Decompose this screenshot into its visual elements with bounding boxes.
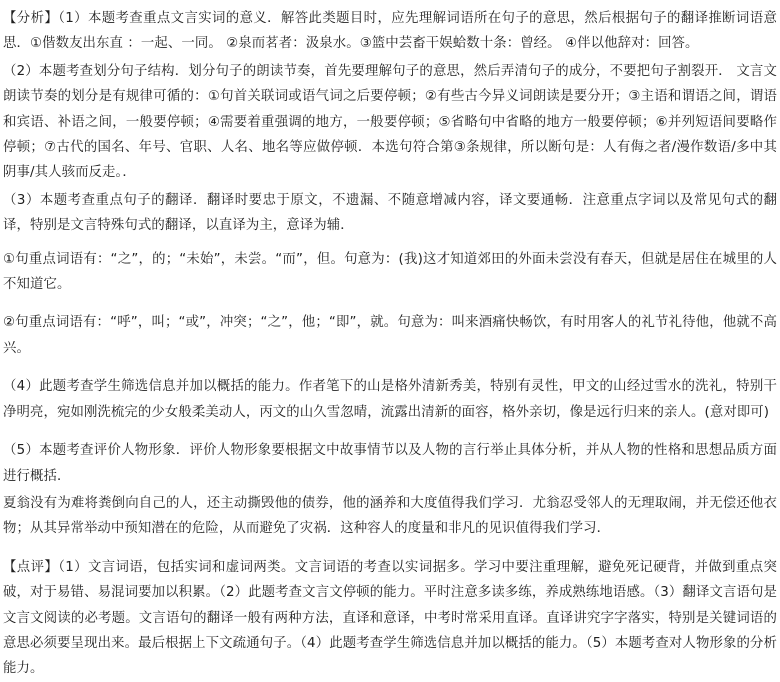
analysis-part-3-sentence-2: ②句重点词语有：“呼”，叫；“或”，冲突；“之”，他；“即”，就。句意为：叫来酒痛快畅饮，有时用客人的礼节礼待他，他就不高兴。	[3, 315, 777, 356]
analysis-part-5-answer: 夏翁没有为难将粪倒向自己的人，还主动撕毁他的债券，他的涵养和大度值得我们学习．尤翁忍受邻人的无理取闹，并无偿还他衣物；从其异常举动中预知潜在的危险，从而避免了灾祸．这种容人的度量和非凡的见识值得我们学习．	[3, 495, 777, 537]
analysis-part-3: （3）本题考查重点句子的翻译．翻译时要忠于原文，不遗漏、不随意增减内容，译文要通畅．注意重点字词以及常见句式的翻译，特别是文言特殊句式的翻译，以直译为主，意译为辅．	[3, 192, 777, 234]
analysis-part-4: （4）此题考查学生筛选信息并加以概括的能力。作者笔下的山是格外清新秀美，特别有灵性，甲文的山经过雪水的洗礼，特别干净明亮，宛如刚洗梳完的少女般柔美动人，丙文的山久雪忽晴，流露出清新的面容，格外亲切，像是远行归来的亲人。(意对即可)	[3, 379, 777, 420]
analysis-part-1: 【分析】（1）本题考查重点文言实词的意义．解答此类题目时，应先理解词语所在句子的意思，然后根据句子的翻译推断词语意思．①偕数友出东直 ：一起、一同。 ②泉而茗者：汲泉水。③篮中芸畜干娱蛤数十条：曾经。 ④伴以他辞对：回答。	[3, 11, 777, 52]
comment-section: 【点评】（1）文言词语，包括实词和虚词两类。文言词语的考查以实词据多。学习中要注重理解，避免死记硬背，并做到重点突破，对于易错、易混词要加以积累。（2）此题考查文言文停顿的能力。平时注意多读多练，养成熟练地语感。（3）翻译文言语句是文言文阅读的必考题。文言语句的翻译一般有两种方法，直译和意译，中考时常采用直译。直译讲究字字落实，特别是关键词语的意思必须要呈现出来。最后根据上下文疏通句子。（4）此题考查学生筛选信息并加以概括的能力。（5）本题考查对人物形象的分析能力。	[3, 559, 777, 677]
analysis-part-2: （2）本题考查划分句子结构．划分句子的朗读节奏，首先要理解句子的意思，然后弄清句子的成分，不要把句子割裂开． 文言文朗读节奏的划分是有规律可循的：①句首关联词或语气词之后要停顿；②有些古今异义词朗读是要分开；③主语和谓语之间，谓语和宾语、补语之间，一般要停顿；④需要着重强调的地方，一般要停顿；⑤省略句中省略的地方一般要停顿；⑥并列短语间要略作停顿；⑦古代的国名、年号、官职、人名、地名等应做停顿．本选句符合第③条规律，所以断句是：人有侮之者/漫作数语/多中其阴事/其人骇而反走。．	[3, 63, 777, 181]
analysis-part-3-sentence-1: ①句重点词语有：“之”，的；“未始”，未尝。“而”，但。句意为：(我)这才知道郊田的外面未尝没有春天，但就是居住在城里的人不知道它。	[3, 251, 777, 293]
analysis-part-5: （5）本题考查评价人物形象．评价人物形象要根据文中故事情节以及人物的言行举止具体分析，并从人物的性格和思想品质方面进行概括．	[3, 443, 777, 484]
